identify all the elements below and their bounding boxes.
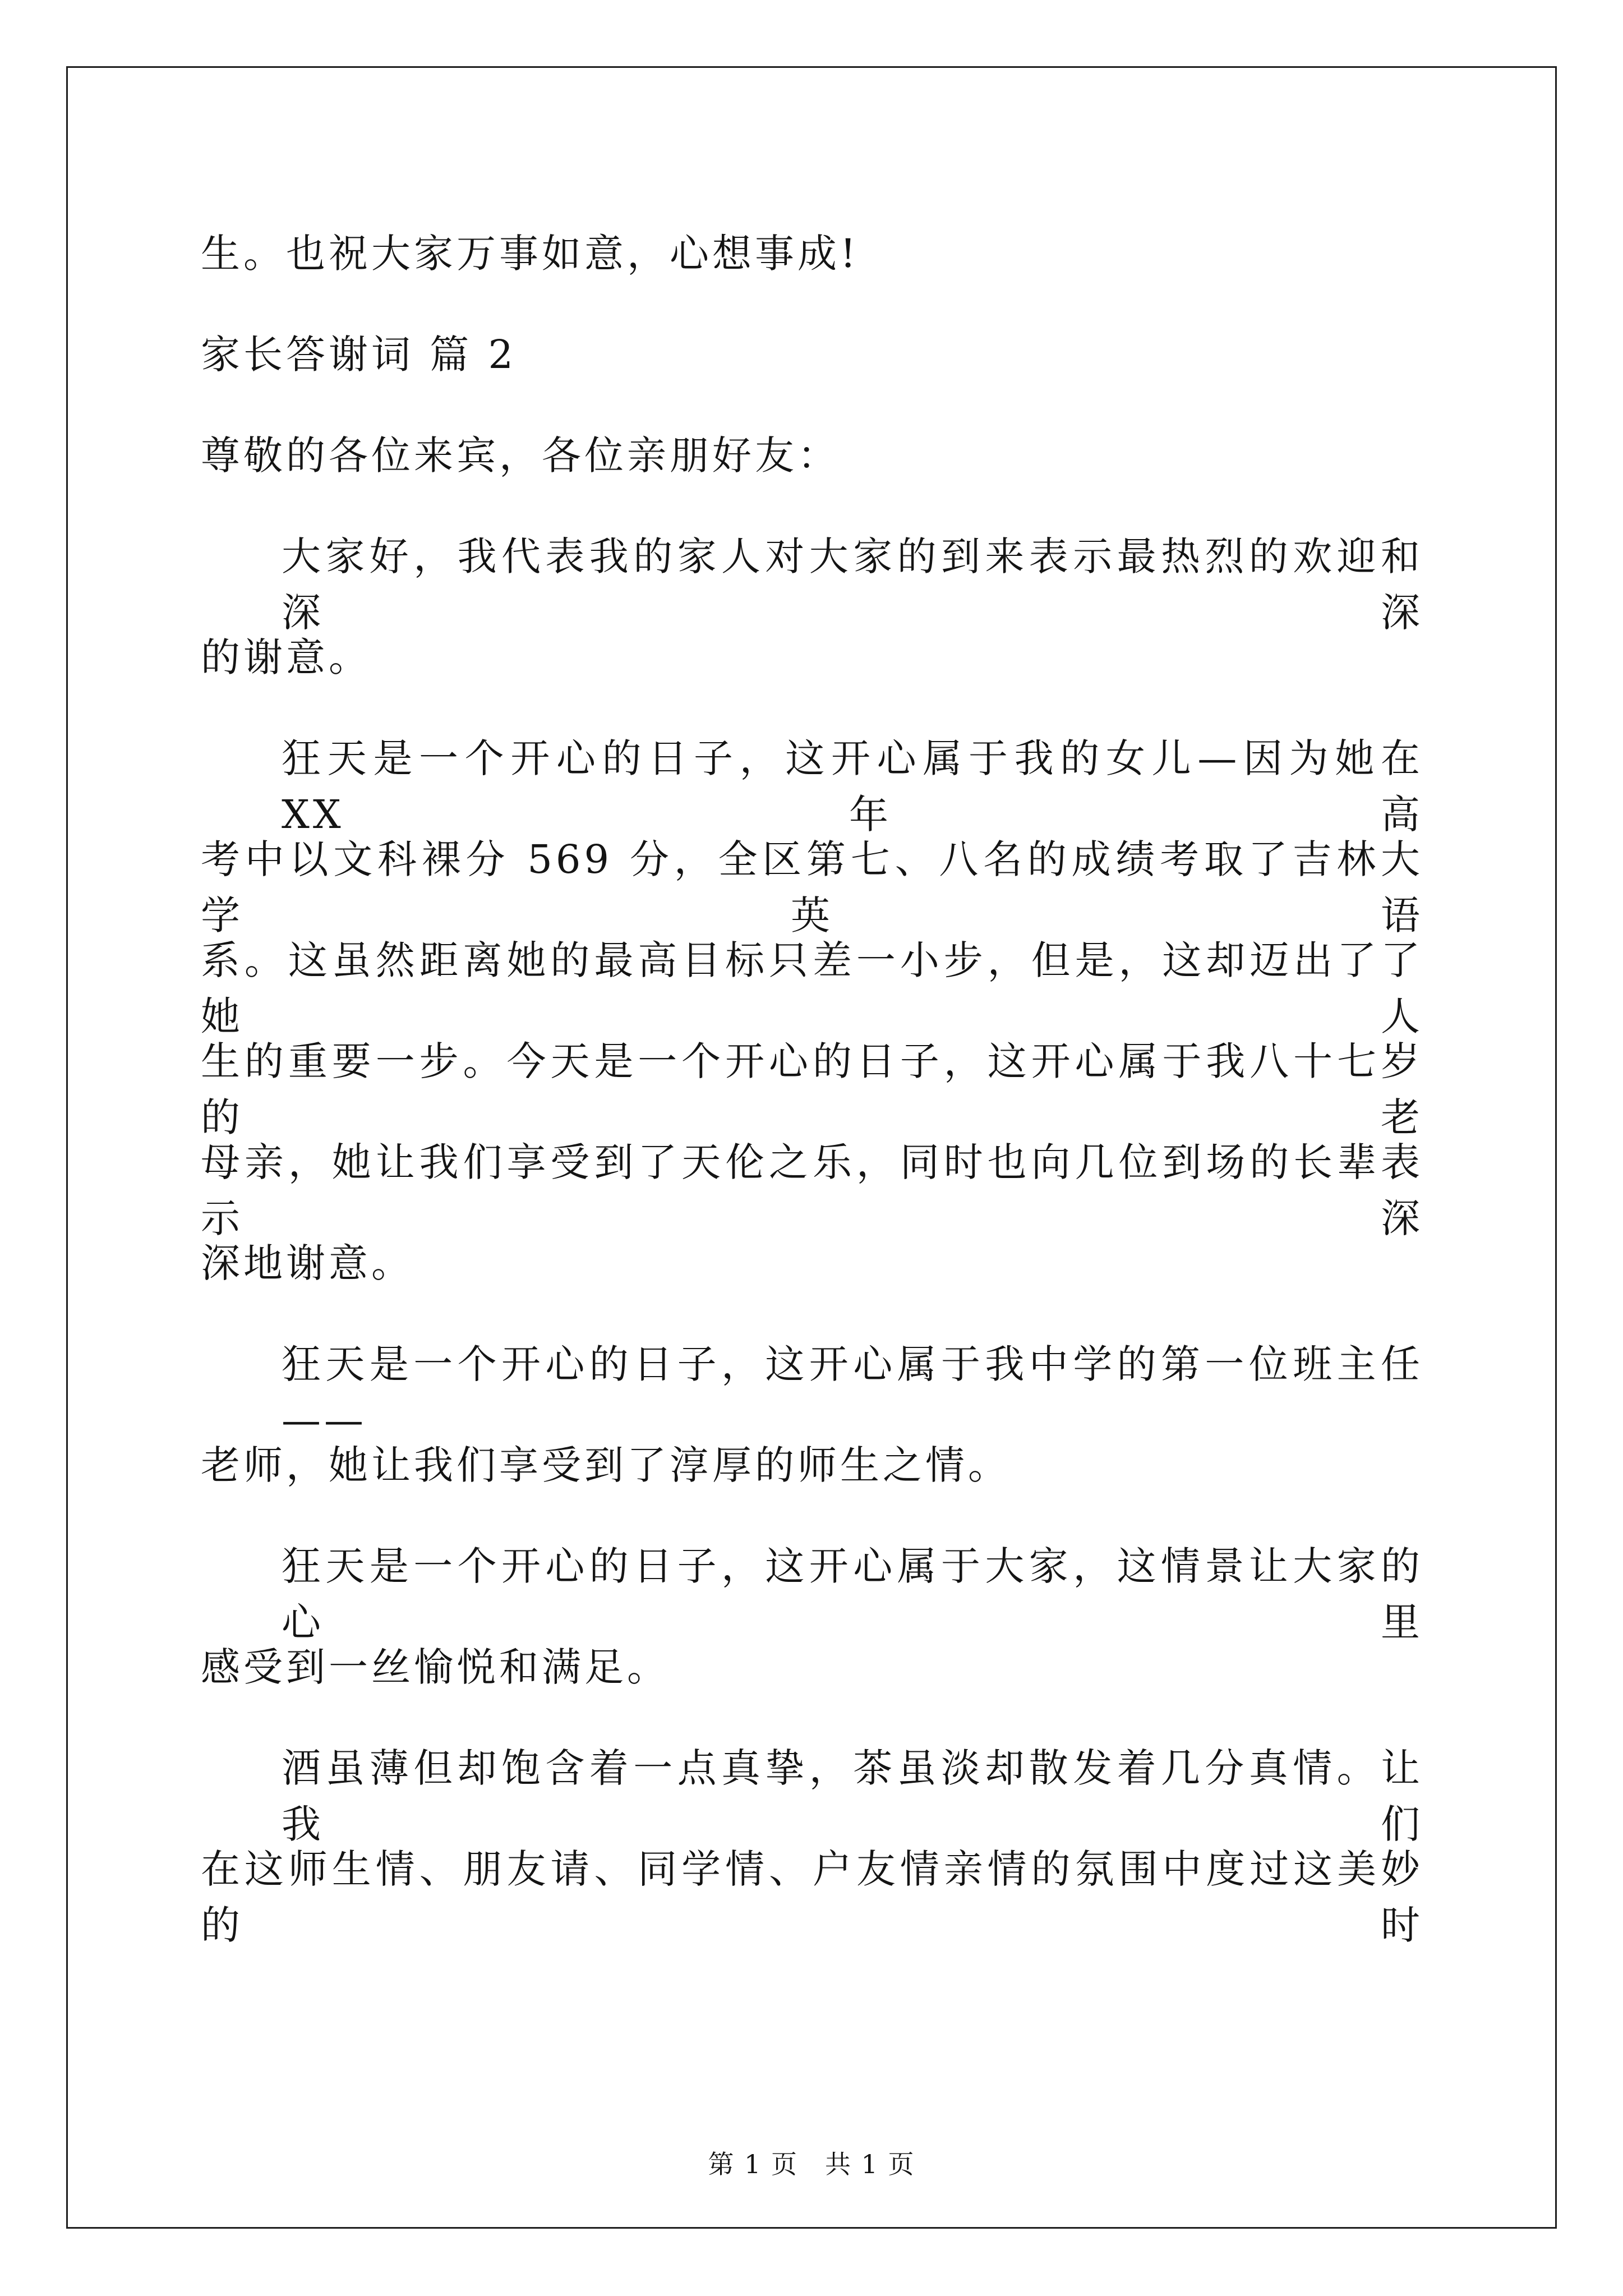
- text-line: 狂天是一个开心的日子，这开心属于我的女儿—因为她在 XX 年高: [282, 735, 1423, 838]
- text-line: 在这师生情、朋友请、同学情、户友情亲情的氛围中度过这美妙的时: [201, 1846, 1423, 1948]
- page-total: 共 1 页: [825, 2149, 915, 2179]
- salutation: 尊敬的各位来宾，各位亲朋好友：: [201, 432, 840, 478]
- text-line: 的谢意。: [201, 634, 371, 680]
- text-line: 老师，她让我们享受到了淳厚的师生之情。: [201, 1442, 1011, 1488]
- text-line: 大家好，我代表我的家人对大家的到来表示最热烈的欢迎和深深: [282, 533, 1423, 636]
- page-footer: [0, 2147, 1623, 2181]
- document-body: [201, 0, 1423, 2296]
- text-line: 系。这虽然距离她的最高目标只差一小步，但是，这却迈出了了她人: [201, 937, 1423, 1039]
- text-line: 生。也祝大家万事如意，心想事成!: [201, 231, 860, 277]
- text-line: 考中以文科裸分 569 分，全区第七、八名的成绩考取了吉林大学英语: [201, 836, 1423, 938]
- text-line: 感受到一丝愉悦和满足。: [201, 1644, 670, 1690]
- text-line: 狂天是一个开心的日子，这开心属于我中学的第一位班主任——: [282, 1341, 1423, 1443]
- text-line: 母亲，她让我们享受到了天伦之乐，同时也向几位到场的长辈表示深: [201, 1139, 1423, 1241]
- text-line: 酒虽薄但却饱含着一点真挚，茶虽淡却散发着几分真情。让我们: [282, 1745, 1423, 1847]
- text-line: 生的重要一步。今天是一个开心的日子，这开心属于我八十七岁的老: [201, 1038, 1423, 1140]
- section-heading: 家长答谢词 篇 2: [201, 332, 517, 378]
- text-line: 深地谢意。: [201, 1240, 414, 1286]
- page-number: 第 1 页: [708, 2149, 798, 2179]
- text-line: 狂天是一个开心的日子，这开心属于大家，这情景让大家的心里: [282, 1543, 1423, 1645]
